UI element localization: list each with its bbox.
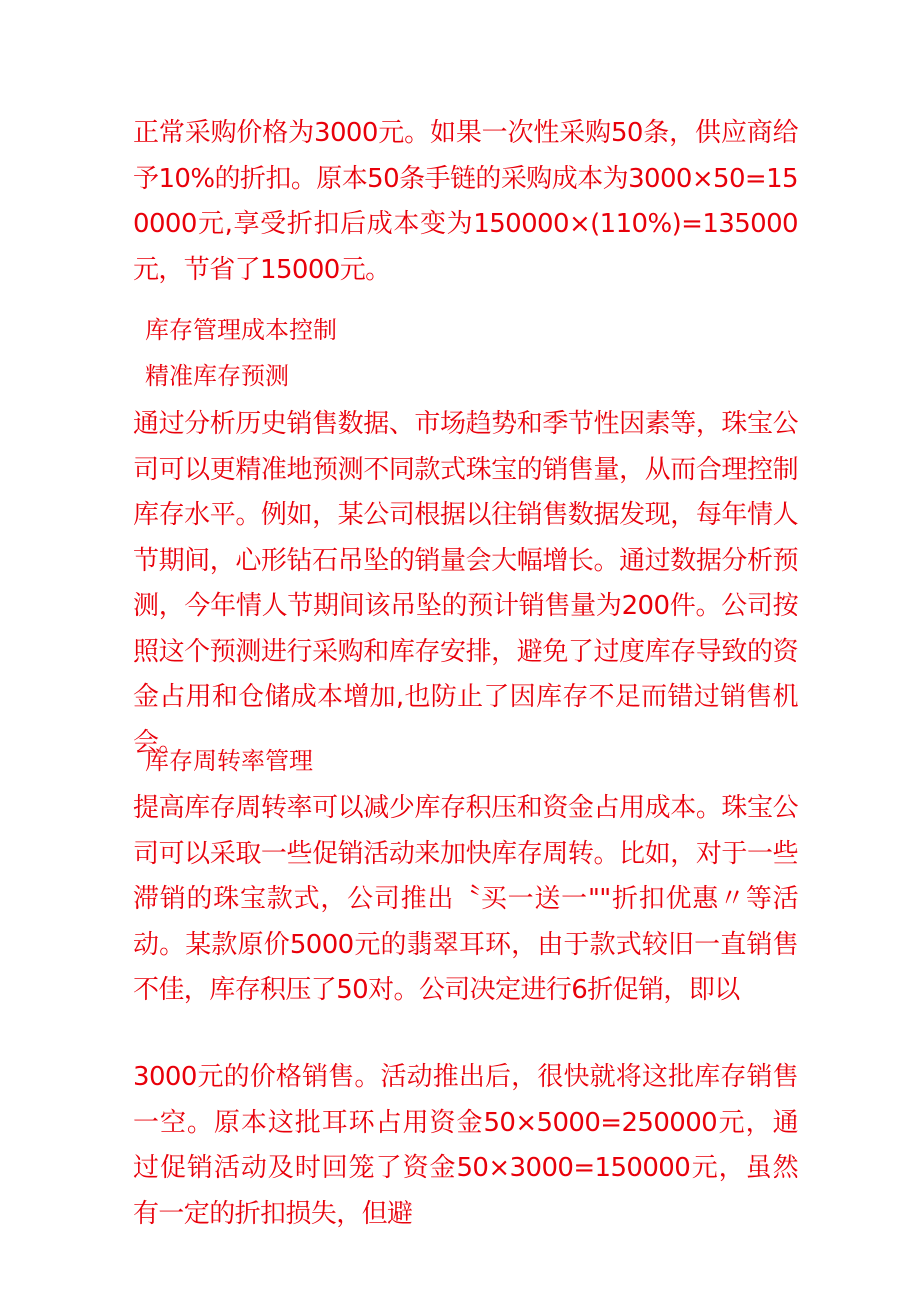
paragraph-forecast: 通过分析历史销售数据、市场趋势和季节性因素等，珠宝公司可以更精准地预测不同款式珠宝的销售量，从而合理控制库存水平。例如，某公司根据以往销售数据发现，每年情人节期间，心形钻石吊坠的销量会大幅增长。通过数据分析预测，今年情人节期间该吊坠的预计销售量为200件。公司按照这个预测进行采购和库存安排，避免了过度库存导致的资金占用和仓储成本增加,也防止了因库存不足而错过销售机会。	[133, 409, 798, 758]
paragraph-promotion-result: 3000元的价格销售。活动推出后，很快就将这批库存销售一空。原本这批耳环占用资金50×5000=250000元，通过促销活动及时回笼了资金50×3000=150000元，虽然有一定的折扣损失，但避	[133, 1062, 798, 1229]
paragraph-turnover: 提高库存周转率可以减少库存积压和资金占用成本。珠宝公司可以采取一些促销活动来加快库存周转。比如，对于一些滞销的珠宝款式，公司推出〝买一送一""折扣优惠〃等活动。某款原价5000元的翡翠耳环，由于款式较旧一直销售不佳，库存积压了50对。公司决定进行6折促销，即以	[133, 793, 798, 1005]
heading-turnover-management: 库存周转率管理	[145, 747, 313, 775]
heading-precise-forecast: 精准库存预测	[145, 362, 289, 390]
heading-inventory-cost-control: 库存管理成本控制	[145, 316, 337, 344]
paragraph-purchase-discount: 正常采购价格为3000元。如果一次性采购50条，供应商给予10%的折扣。原本50条手链的采购成本为3000×50=150000元,享受折扣后成本变为150000×(110%)=135000元，节省了15000元。	[133, 118, 798, 285]
